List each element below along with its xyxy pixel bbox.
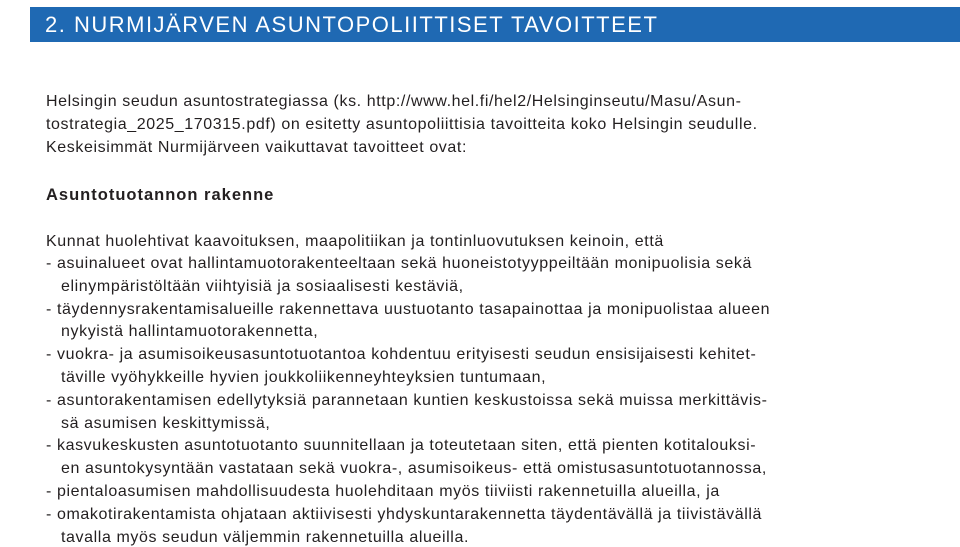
lead-sentence: Kunnat huolehtivat kaavoituksen, maapolitiikan ja tontinluovutuksen keinoin, että xyxy=(46,233,664,250)
list-item-continuation: täville vyöhykkeille hyvien joukkoliikenneyhteyksien tuntumaan, xyxy=(61,368,547,386)
list-item-first-line: - vuokra- ja asumisoikeusasuntotuotantoa kohdentuu erityisesti seudun ensisijaisesti kehitet- xyxy=(46,346,757,364)
subsection-heading: Asuntotuotannon rakenne xyxy=(46,186,275,204)
list-item xyxy=(46,253,770,299)
intro-line: Helsingin seudun asuntostrategiassa (ks. http://www.hel.fi/hel2/Helsinginseutu/Masu/Asun- xyxy=(46,93,742,110)
list-item-continuation: en asuntokysyntään vastataan sekä vuokra-, asumisoikeus- että omistusasuntotuotannossa, xyxy=(61,460,767,478)
list-item xyxy=(46,390,770,436)
intro-line: Keskeisimmät Nurmijärveen vaikuttavat tavoitteet ovat: xyxy=(46,138,468,156)
list-item-first-line: - kasvukeskusten asuntotuotanto suunnitellaan ja toteutetaan siten, että pienten kotitalouksi- xyxy=(46,437,757,455)
intro-line: tostrategia_2025_170315.pdf) on esitetty asuntopoliittisia tavoitteita koko Helsingin seudulle. xyxy=(46,115,758,133)
list-item-first-line: - asuinalueet ovat hallintamuotorakenteeltaan sekä huoneistotyyppeiltään monipuolisia sekä xyxy=(46,255,752,272)
section-header-bar xyxy=(30,7,960,42)
section-title: 2. NURMIJÄRVEN ASUNTOPOLIITTISET TAVOITTEET xyxy=(45,12,659,37)
list-item xyxy=(46,344,770,390)
list-item-first-line: - pientaloasumisen mahdollisuudesta huolehditaan myös tiiviisti rakennetuilla alueilla, ja xyxy=(46,482,720,500)
list-item-continuation: sä asumisen keskittymissä, xyxy=(61,414,271,432)
intro-paragraph xyxy=(46,91,758,159)
list-item-first-line: - täydennysrakentamisalueille rakennettava uustuotanto tasapainottaa ja monipuolistaa alueen xyxy=(46,300,771,318)
goal-list xyxy=(46,253,770,547)
list-item xyxy=(46,481,770,504)
list-item-first-line: - omakotirakentamista ohjataan aktiivisesti yhdyskuntarakennetta täydentävällä ja tiivistävällä xyxy=(46,505,763,523)
list-item xyxy=(46,299,770,345)
list-item-first-line: - asuntorakentamisen edellytyksiä parannetaan kuntien keskustoissa sekä muissa merkittävis- xyxy=(46,391,768,409)
list-item-continuation: nykyistä hallintamuotorakennetta, xyxy=(61,323,319,341)
list-item xyxy=(46,504,770,547)
list-item-continuation: tavalla myös seudun väljemmin rakennetuilla alueilla. xyxy=(61,528,469,546)
list-item xyxy=(46,435,770,481)
list-item-continuation: elinympäristöltään viihtyisiä ja sosiaalisesti kestäviä, xyxy=(61,277,464,295)
